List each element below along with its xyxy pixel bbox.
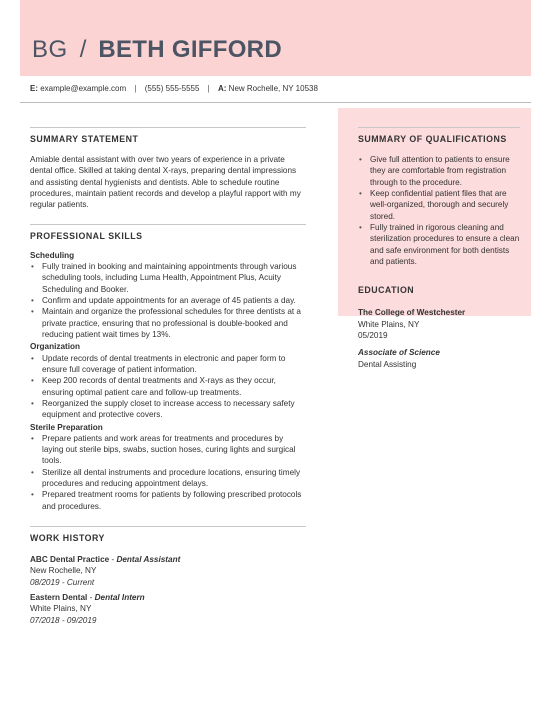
section-divider — [30, 526, 306, 527]
address-value: New Rochelle, NY 10538 — [228, 84, 318, 93]
name-initials: BG — [32, 36, 68, 63]
education-location: White Plains, NY — [358, 319, 420, 329]
skill-list — [30, 261, 306, 340]
section-divider — [358, 127, 520, 128]
section-divider — [30, 224, 306, 225]
job-title-line — [30, 554, 306, 565]
job-role: Dental Intern — [94, 593, 145, 603]
full-name: BETH GIFFORD — [98, 36, 282, 63]
skill-list — [30, 433, 306, 512]
contact-separator: | — [207, 84, 210, 93]
job-entry — [30, 554, 306, 588]
qualifications-list — [358, 154, 520, 267]
section-title: EDUCATION — [358, 285, 415, 296]
list-item: • Prepared treatment rooms for patients by following prescribed protocols and procedures. — [30, 489, 306, 512]
skill-group-title: Organization — [30, 342, 81, 352]
job-role: Dental Assistant — [116, 555, 181, 565]
job-dates: 08/2019 - Current — [30, 577, 95, 587]
list-item: • Confirm and update appointments for an average of 45 patients a day. — [30, 295, 306, 306]
skill-group-title: Scheduling — [30, 250, 75, 260]
right-column — [358, 127, 520, 379]
section-title: SUMMARY OF QUALIFICATIONS — [358, 134, 507, 144]
list-item: • Maintain and organize the professional schedules for three dentists at a private practice, ensuring that no professional is double-booked and reducing patient wait times by 13%. — [30, 306, 306, 340]
education-date: 05/2019 — [358, 331, 388, 340]
education-section — [358, 284, 520, 370]
list-item: • Give full attention to patients to ensure they are comfortable from registration through to the procedure. — [358, 154, 520, 188]
section-divider — [30, 127, 306, 128]
contact-line — [30, 83, 318, 94]
left-column — [30, 127, 306, 635]
summary-text: Amiable dental assistant with over two years of experience in a private dental office. Skilled at taking dental X-rays, preparing dental impressions and assisting dental hygienists and dentists. Able to schedule routine procedures, maintain patient records and develop a playful rapport with my regular patients. — [30, 155, 301, 210]
address-label: A: — [217, 84, 227, 93]
job-company: Eastern Dental — [30, 593, 88, 603]
job-location: New Rochelle, NY — [30, 566, 97, 576]
list-item: • Fully trained in rigorous cleaning and sterilization procedures to ensure a clean and safe environment for both dentists and patients. — [358, 222, 520, 267]
section-title: PROFESSIONAL SKILLS — [30, 230, 143, 241]
list-item: • Prepare patients and work areas for treatments and procedures by laying out sterile bips, swabs, suction hoses, curing lights and surgical tools. — [30, 433, 306, 467]
list-item: • Fully trained in booking and maintaining appointments through various scheduling tools, including Luma Health, Appointment Plus, Acuity Scheduling and Booker. — [30, 261, 306, 295]
list-item: • Update records of dental treatments in electronic and paper form to ensure full coverage of patient information. — [30, 353, 306, 376]
section-title: SUMMARY STATEMENT — [30, 134, 139, 144]
list-item: • Keep confidential patient files that are well-organized, thorough and securely stored. — [358, 188, 520, 222]
education-degree: Associate of Science — [358, 348, 440, 358]
phone-value: (555) 555-5555 — [144, 84, 200, 93]
list-item: • Sterilize all dental instruments and procedure locations, ensuring timely procedures and reducing appointment delays. — [30, 467, 306, 490]
name-heading — [32, 38, 282, 62]
work-section — [30, 526, 306, 626]
job-dates: 07/2018 - 09/2019 — [30, 615, 97, 625]
qualifications-section — [358, 127, 520, 267]
skills-section — [30, 224, 306, 512]
skill-list — [30, 353, 306, 421]
list-item: • Keep 200 records of dental treatments and X-rays as they occur, ensuring optimal patient care and follow-up treatments. — [30, 375, 306, 398]
job-company: ABC Dental Practice — [30, 555, 110, 565]
resume-header — [20, 0, 531, 76]
job-dash: - — [109, 555, 117, 565]
job-dash: - — [87, 593, 95, 603]
email-label: E: — [30, 84, 38, 93]
header-divider — [20, 102, 531, 103]
email-value: example@example.com — [40, 84, 127, 93]
summary-section — [30, 127, 306, 211]
job-entry — [30, 592, 306, 626]
name-slash: / — [79, 36, 87, 63]
list-item: • Reorganized the supply closet to increase access to necessary safety equipment and protective covers. — [30, 398, 306, 421]
education-school: The College of Westchester — [358, 308, 466, 318]
job-location: White Plains, NY — [30, 604, 92, 614]
skill-group-title: Sterile Preparation — [30, 422, 103, 432]
contact-separator: | — [134, 84, 137, 93]
section-title: WORK HISTORY — [30, 533, 105, 543]
job-title-line — [30, 592, 306, 603]
education-field: Dental Assisting — [358, 359, 417, 369]
